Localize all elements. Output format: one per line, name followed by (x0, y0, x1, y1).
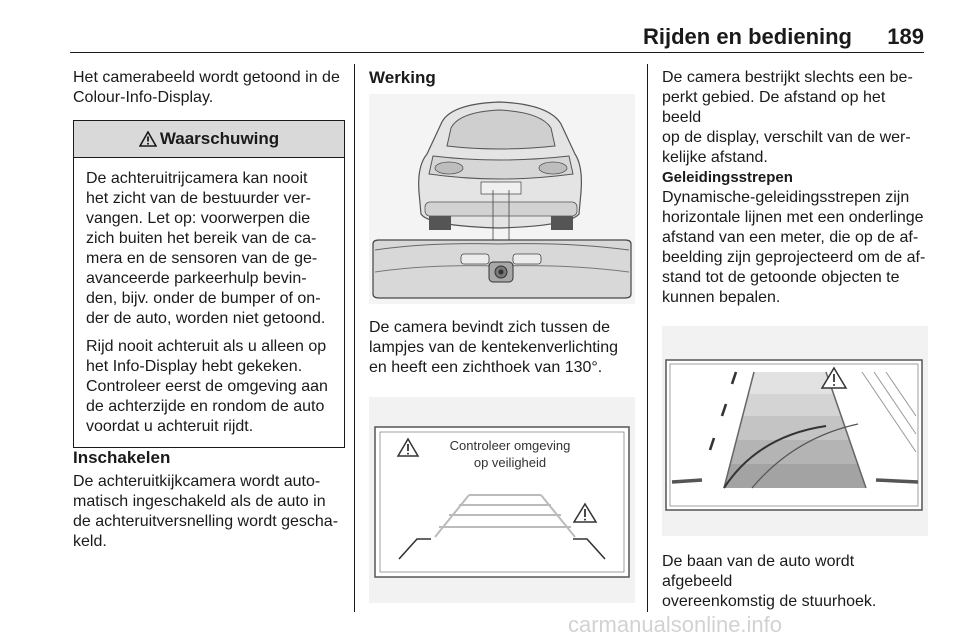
warning-box (73, 120, 345, 448)
header-rule (70, 52, 924, 53)
running-header-title: Rijden en bediening (642, 24, 852, 49)
camera-caption: De camera bevindt zich tussen de lampjes van de kentekenverlichting en heeft een zichthoek van 130°. (369, 319, 619, 376)
column-divider-right (647, 64, 648, 612)
subheading-guide-lines: Geleidingsstrepen (662, 169, 793, 186)
camera-location-figure (369, 94, 635, 304)
trajectory-caption: De baan van de auto wordt afgebeeld overeenkomstig de stuurhoek. (662, 553, 877, 610)
left-column (73, 68, 345, 552)
page-number: 189 (887, 24, 924, 49)
warning-paragraph-2: Rijd nooit achteruit als u alleen op het Info-Display hebt gekeken. Controleer eerst de omgeving aan de achterzijde en rondom de auto voordat u achteruit rijdt. (86, 338, 328, 435)
inschakelen-text: De achteruitkijkcamera wordt auto- matisch ingeschakeld als de auto in de achteruitversnelling wordt gescha- keld. (73, 473, 339, 550)
intro-text: Het camerabeeld wordt getoond in de Colour-Info-Display. (73, 69, 340, 106)
warning-title: Waarschuwing (159, 129, 280, 148)
right-column (662, 68, 928, 612)
warning-header (74, 121, 344, 158)
warning-body (74, 158, 344, 447)
page-header (70, 0, 924, 50)
camera-display-figure (369, 397, 635, 603)
guide-lines-text: Dynamische-geleidingsstrepen zijn horizontale lijnen met een onderlinge afstand van een meter, die op de af- beelding zijn geprojecteerd om de af- stand tot de getoonde objecten te kunnen bepalen. (662, 189, 926, 306)
column-divider-left (354, 64, 355, 612)
screen-message-line-1: Controleer omgeving (449, 438, 571, 453)
screen-message-line-2: op veiligheid (473, 455, 547, 470)
watermark: carmanualsonline.info (568, 612, 783, 637)
camera-display-illustration (369, 397, 635, 603)
dynamic-guide-lines-illustration (662, 326, 928, 536)
section-heading-inschakelen: Inschakelen (73, 448, 171, 467)
warning-paragraph-1: De achteruitrijcamera kan nooit het zicht van de bestuurder ver- vangen. Let op: voorwerpen die zich buiten het bereik van de ca- mera en de sensoren van de ge- avanceerde parkeerhulp bevin- den, bijv. onder de bumper of on- der de auto, worden niet getoond. (86, 170, 326, 327)
camera-range-text: De camera bestrijkt slechts een be- perkt gebied. De afstand op het beeld op de display, verschilt van de wer- kelijke afstand. (662, 69, 913, 166)
middle-column (369, 68, 635, 603)
car-rear-illustration (369, 94, 635, 304)
guide-lines-figure (662, 326, 928, 536)
warning-triangle-icon (139, 131, 157, 147)
section-heading-werking: Werking (369, 68, 436, 87)
